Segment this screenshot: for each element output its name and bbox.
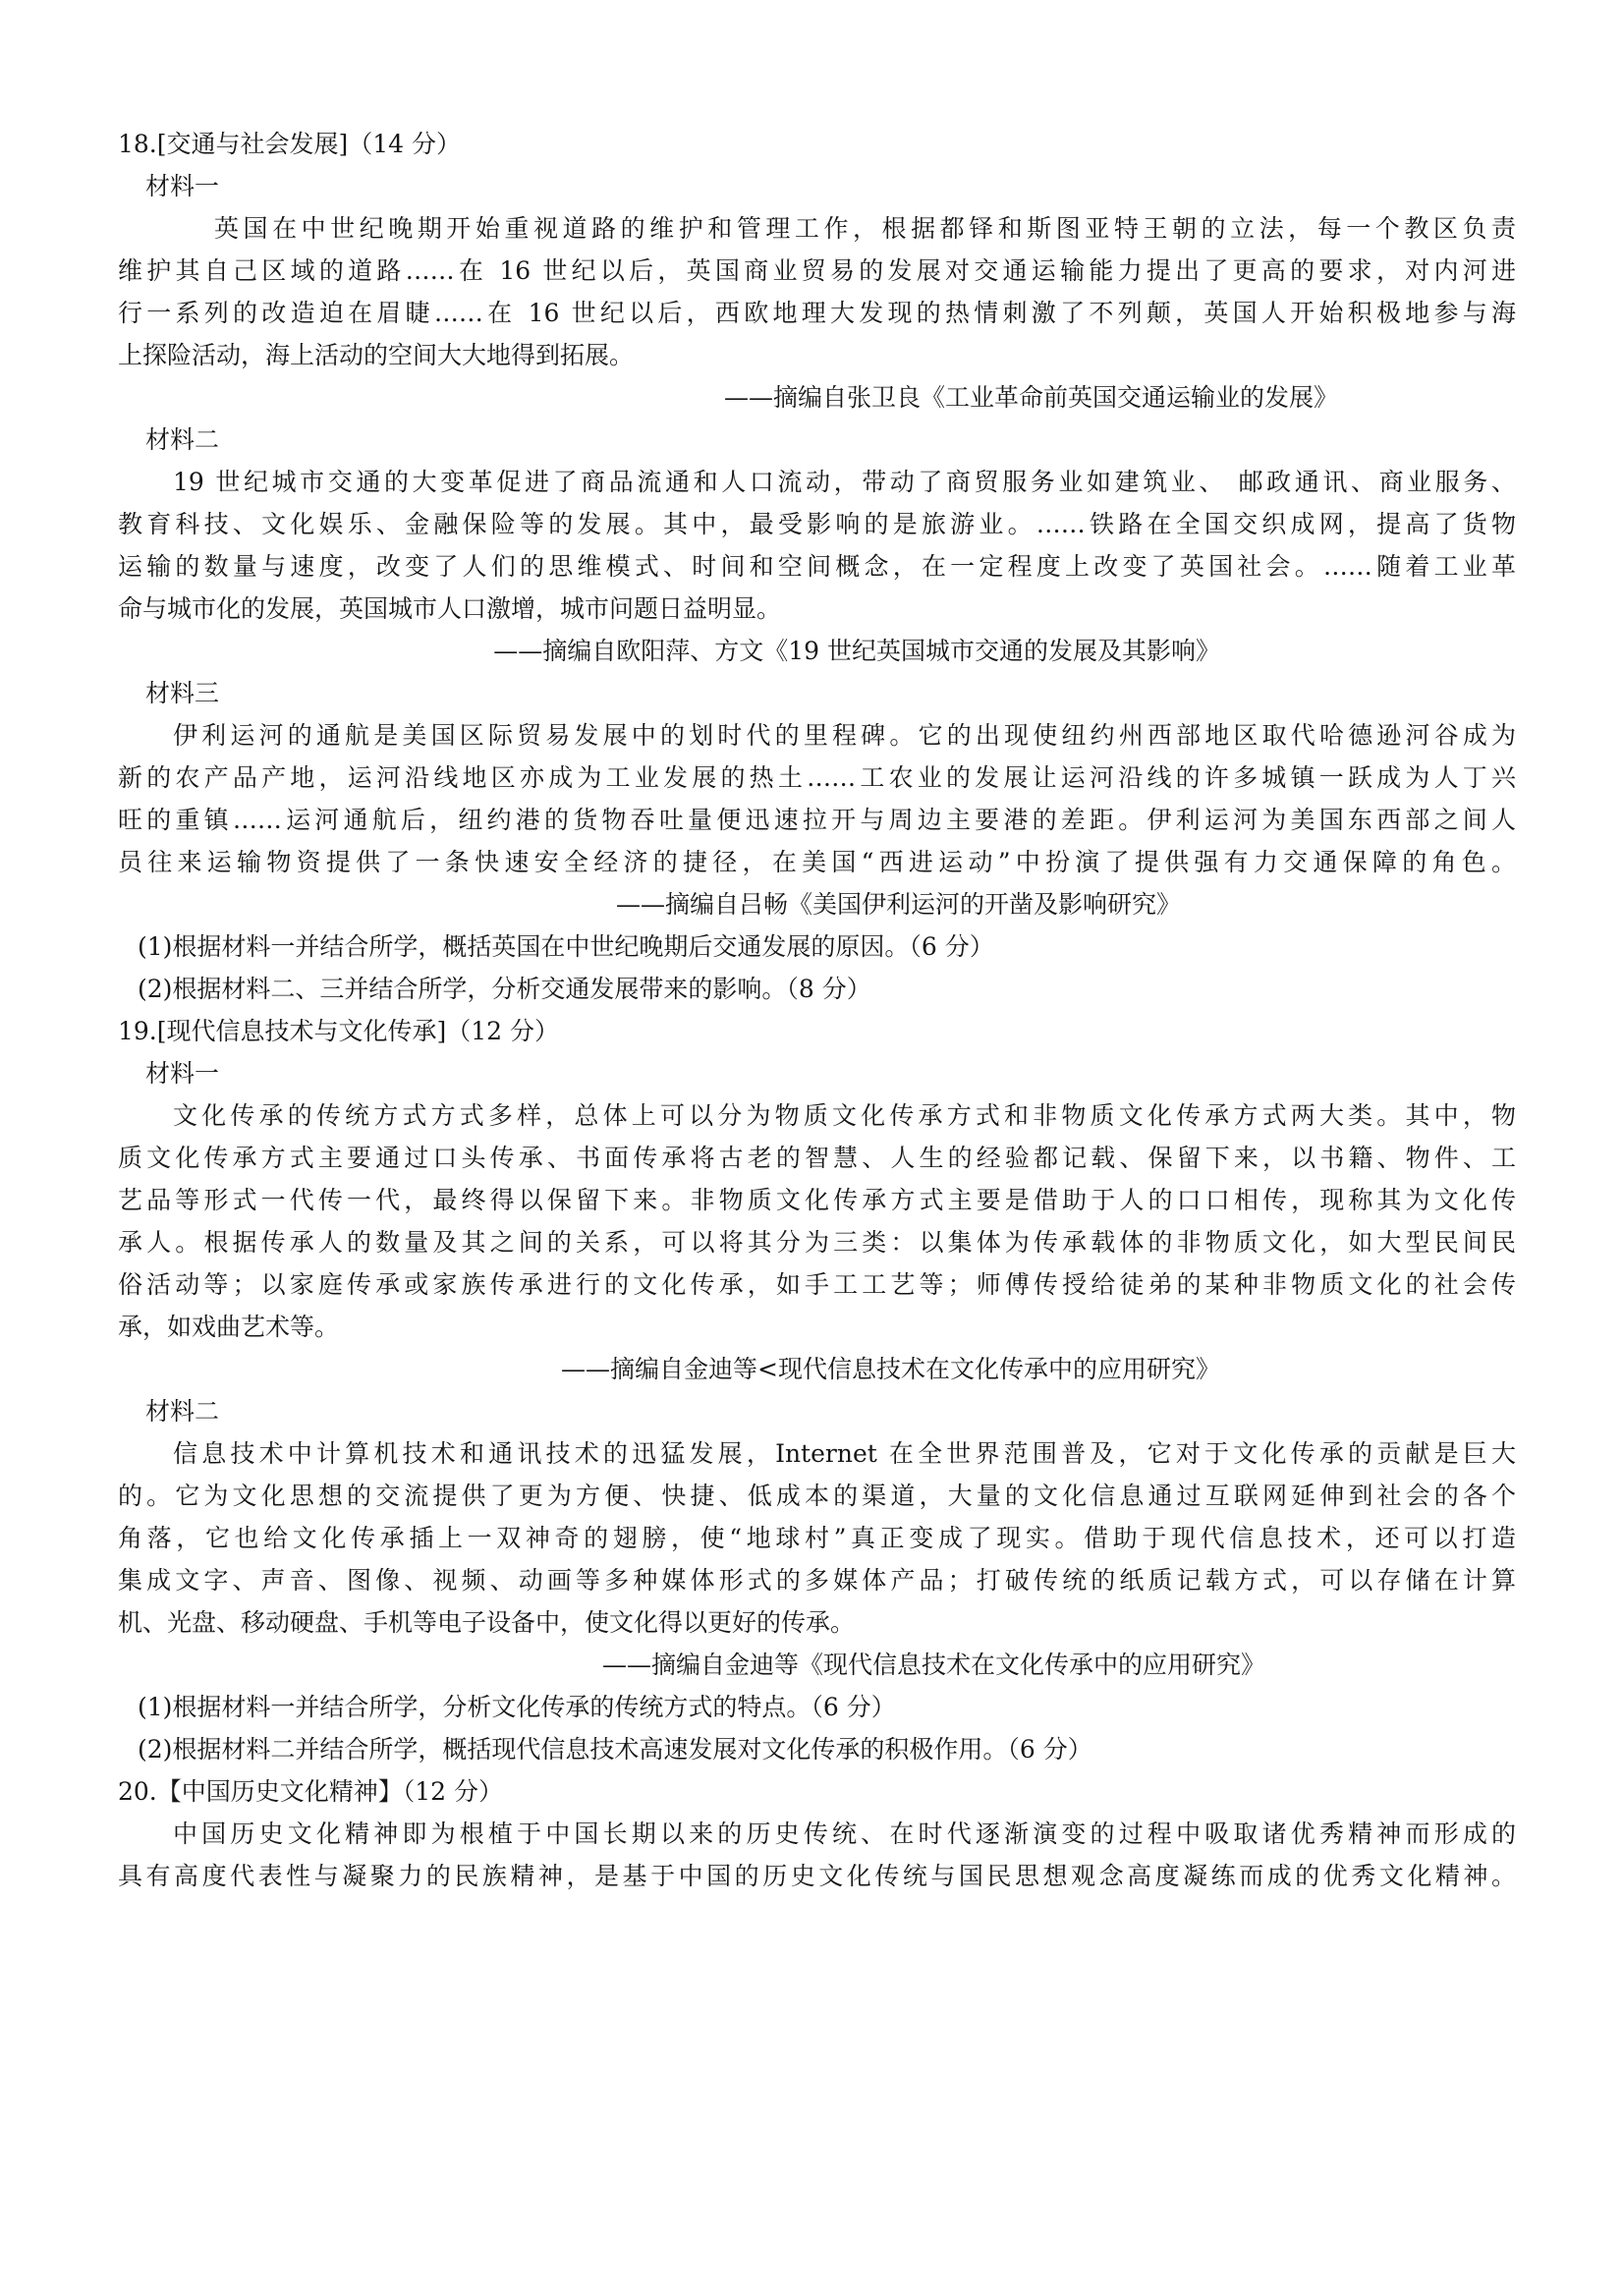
q18-material2-line: 教育科技、文化娱乐、金融保险等的发展。其中，最受影响的是旅游业。……铁路在全国交织成网，提高了货物 (118, 510, 1516, 538)
q19-material2-line: 角落，它也给文化传承插上一双神奇的翅膀，使“地球村”真正变成了现实。借助于现代信息技术，还可以打造 (118, 1524, 1516, 1552)
q19-material1-line: 俗活动等；以家庭传承或家族传承进行的文化传承，如手工工艺等；师傅传授给徒弟的某种非物质文化的社会传 (118, 1270, 1516, 1299)
q19-title: 19.[现代信息技术与文化传承]（12 分） (118, 1017, 560, 1045)
q18-material3-label: 材料三 (145, 679, 220, 707)
q19-material2-line: 集成文字、声音、图像、视频、动画等多种媒体形式的多媒体产品；打破传统的纸质记载方式，可以存储在计算 (118, 1566, 1516, 1595)
q18-material1-line: 维护其自己区域的道路……在 16 世纪以后，英国商业贸易的发展对交通运输能力提出了更高的要求，对内河进 (118, 256, 1516, 285)
q19-material2-label: 材料二 (145, 1397, 220, 1426)
q20-line: 具有高度代表性与凝聚力的民族精神，是基于中国的历史文化传统与国民思想观念高度凝练而成的优秀文化精神。 (118, 1862, 1516, 1890)
q19-subquestion-2: (2)根据材料二并结合所学，概括现代信息技术高速发展对文化传承的积极作用。（6 分） (138, 1735, 1092, 1764)
q18-material2-line: 19 世纪城市交通的大变革促进了商品流通和人口流动，带动了商贸服务业如建筑业、 邮政通讯、商业服务、 (173, 468, 1516, 496)
q19-subquestion-1: (1)根据材料一并结合所学，分析文化传承的传统方式的特点。（6 分） (138, 1693, 896, 1721)
q18-material3-line: 旺的重镇……运河通航后，纽约港的货物吞吐量便迅速拉开与周边主要港的差距。伊利运河为美国东西部之间人 (118, 806, 1516, 834)
q18-material1-line: 英国在中世纪晚期开始重视道路的维护和管理工作，根据都铎和斯图亚特王朝的立法，每一个教区负责 (214, 214, 1516, 243)
q19-material1-label: 材料一 (145, 1059, 220, 1088)
q19-material1-line: 文化传承的传统方式方式多样，总体上可以分为物质文化传承方式和非物质文化传承方式两大类。其中，物 (173, 1101, 1516, 1130)
q20-line: 中国历史文化精神即为根植于中国长期以来的历史传统、在时代逐渐演变的过程中吸取诸优秀精神而形成的 (173, 1820, 1516, 1848)
q19-material1-line: 质文化传承方式主要通过口头传承、书面传承将古老的智慧、人生的经验都记载、保留下来，以书籍、物件、工 (118, 1144, 1516, 1172)
q19-material1-line: 艺品等形式一代传一代，最终得以保留下来。非物质文化传承方式主要是借助于人的口口相传，现称其为文化传 (118, 1186, 1516, 1214)
q18-material2-line: 运输的数量与速度，改变了人们的思维模式、时间和空间概念，在一定程度上改变了英国社会。……随着工业革 (118, 552, 1516, 581)
q18-subquestion-1: (1)根据材料一并结合所学，概括英国在中世纪晚期后交通发展的原因。（6 分） (138, 932, 994, 961)
q18-material1-source: ——摘编自张卫良《工业革命前英国交通运输业的发展》 (723, 383, 1338, 412)
q19-material2-source: ——摘编自金迪等《现代信息技术在文化传承中的应用研究》 (601, 1651, 1265, 1679)
q18-material2-line: 命与城市化的发展，英国城市人口激增，城市问题日益明显。 (118, 594, 782, 623)
q18-subquestion-2: (2)根据材料二、三并结合所学，分析交通发展带来的影响。（8 分） (138, 975, 871, 1003)
q18-title: 18.[交通与社会发展]（14 分） (118, 130, 462, 158)
q18-material3-line: 员往来运输物资提供了一条快速安全经济的捷径，在美国“西进运动”中扮演了提供强有力交通保障的角色。 (118, 848, 1516, 876)
q18-material2-source: ——摘编自欧阳萍、方文《19 世纪英国城市交通的发展及其影响》 (493, 637, 1220, 665)
q18-material1-line: 行一系列的改造迫在眉睫……在 16 世纪以后，西欧地理大发现的热情刺激了不列颠，英国人开始积极地参与海 (118, 299, 1516, 327)
q19-material2-line: 机、光盘、移动硬盘、手机等电子设备中，使文化得以更好的传承。 (118, 1608, 856, 1637)
q18-material3-line: 新的农产品产地，运河沿线地区亦成为工业发展的热土……工农业的发展让运河沿线的许多城镇一跃成为人丁兴 (118, 763, 1516, 792)
q18-material1-line: 上探险活动，海上活动的空间大大地得到拓展。 (118, 341, 635, 369)
q19-material1-source: ——摘编自金迪等<现代信息技术在文化传承中的应用研究》 (561, 1355, 1220, 1383)
q18-material1-label: 材料一 (145, 172, 220, 200)
q19-material1-line: 承，如戏曲艺术等。 (118, 1313, 340, 1341)
q19-material2-line: 的。它为文化思想的交流提供了更为方便、快捷、低成本的渠道，大量的文化信息通过互联网延伸到社会的各个 (118, 1482, 1516, 1510)
q19-material2-line: 信息技术中计算机技术和通讯技术的迅猛发展，Internet 在全世界范围普及，它对于文化传承的贡献是巨大 (173, 1439, 1516, 1468)
q20-title: 20.【中国历史文化精神】（12 分） (118, 1777, 504, 1806)
q18-material3-line: 伊利运河的通航是美国区际贸易发展中的划时代的里程碑。它的出现使纽约州西部地区取代哈德逊河谷成为 (173, 721, 1516, 750)
q19-material1-line: 承人。根据传承人的数量及其之间的关系，可以将其分为三类：以集体为传承载体的非物质文化，如大型民间民 (118, 1228, 1516, 1257)
q18-material3-source: ——摘编自吕畅《美国伊利运河的开凿及影响研究》 (615, 890, 1181, 919)
q18-material2-label: 材料二 (145, 425, 220, 454)
